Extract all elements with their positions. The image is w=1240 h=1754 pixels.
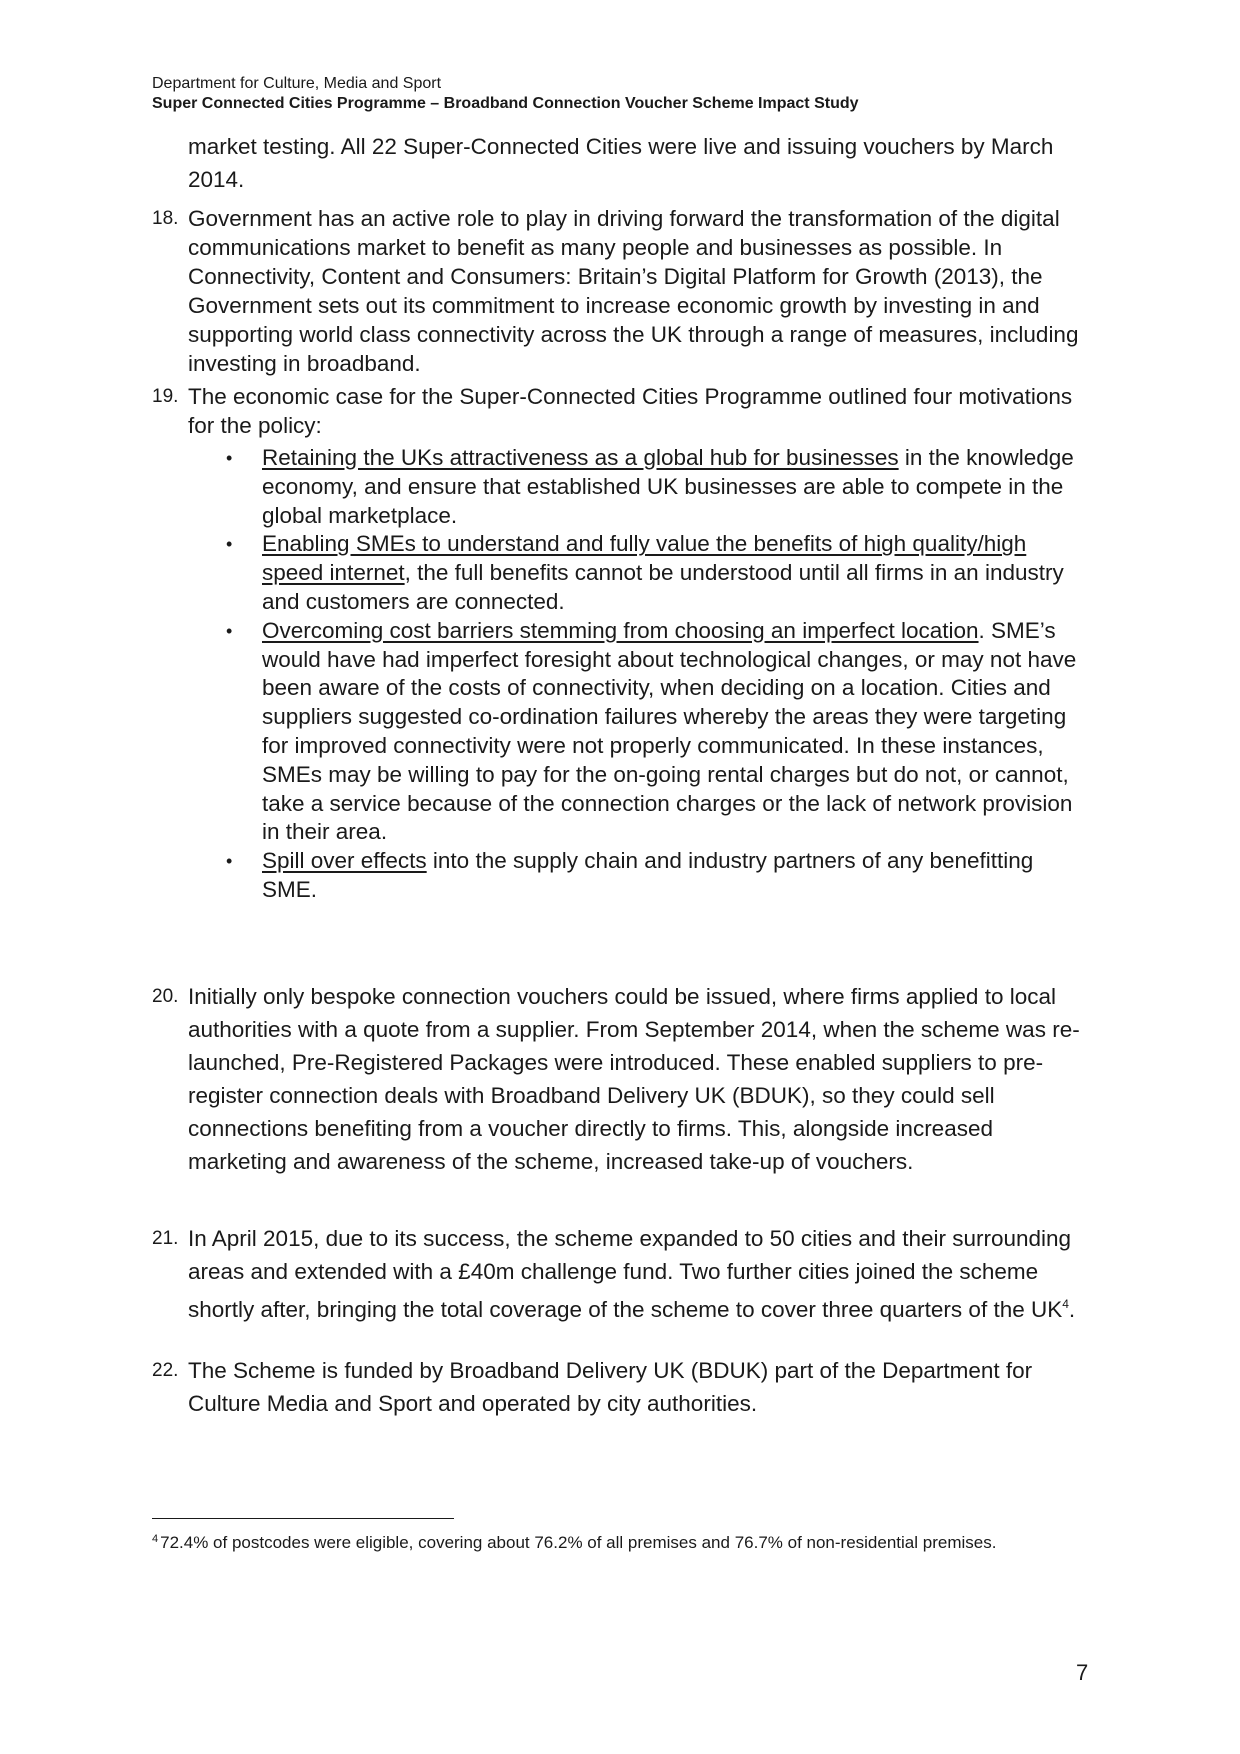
paragraph-20 [152, 980, 1092, 1178]
bullet-text: . SME’s would have had imperfect foresight about technological changes, or may not have been aware of the costs of connectivity, when deciding on a location. Cities and suppliers suggested co-ordination failures whereby the areas they were targeting for improved connectivity were not properly communicated. In these instances, SMEs may be willing to pay for the on-going rental charges but do not, or cannot, take a service because of the connection charges or the lack of network provision in their area. [262, 617, 1077, 845]
list-item [226, 847, 1092, 905]
footnote [152, 1528, 1092, 1554]
paragraph-text: The economic case for the Super-Connected Cities Programme outlined four motivations for the policy: [188, 384, 1073, 438]
header-organisation: Department for Culture, Media and Sport [152, 75, 442, 92]
bullet-underlined-text: Spill over effects [262, 848, 427, 874]
bullet-icon: • [226, 851, 233, 872]
paragraph-text-main: In April 2015, due to its success, the scheme expanded to 50 cities and their surrounding areas and extended with a £40m challenge fund. Two further cities joined the scheme shortly after, bringing the total coverage of the scheme to cover three quarters of the UK [188, 1226, 1072, 1322]
bullet-underlined-text: Overcoming cost barriers stemming from choosing an imperfect location [262, 617, 979, 643]
paragraph-number: 22. [152, 1360, 179, 1381]
paragraph-22 [152, 1354, 1092, 1420]
paragraph-18 [152, 204, 1092, 378]
paragraph-number: 21. [152, 1228, 179, 1249]
paragraph-number: 19. [152, 386, 179, 407]
bullet-icon: • [226, 534, 233, 555]
bullet-underlined-text: Enabling SMEs to understand and fully value the benefits of high quality/high speed internet [262, 531, 1027, 586]
paragraph-text-end: . [1068, 1297, 1076, 1322]
footnote-divider [152, 1518, 454, 1519]
bullet-underlined-text: Retaining the UKs attractiveness as a global hub for businesses [262, 445, 899, 470]
list-item [226, 444, 1092, 530]
bullet-text: into the supply chain and industry partners of any benefitting SME. [262, 848, 1034, 902]
footnote-number: 4 [152, 1533, 159, 1545]
footnote-reference: 4 [1062, 1297, 1069, 1311]
paragraph-number: 18. [152, 208, 179, 229]
header-title: Super Connected Cities Programme – Broadband Connection Voucher Scheme Impact Study [152, 95, 859, 112]
paragraph-text: The Scheme is funded by Broadband Delivery UK (BDUK) part of the Department for Culture Media and Sport and operated by city authorities. [188, 1358, 1033, 1416]
paragraph-text: Initially only bespoke connection vouchers could be issued, where firms applied to local authorities with a quote from a supplier. From September 2014, when the scheme was re-launched, Pre-Registered Packages were introduced. These enabled suppliers to pre-register connection deals with Broadband Delivery UK (BDUK), so they could sell connections benefiting from a voucher directly to firms. This, alongside increased marketing and awareness of the scheme, increased take-up of vouchers. [188, 984, 1080, 1174]
paragraph-number: 20. [152, 986, 179, 1007]
motivation-list [152, 444, 1092, 905]
paragraph-text: Government has an active role to play in driving forward the transformation of the digital communications market to benefit as many people and businesses as possible. In Connectivity, Content and Consumers: Britain’s Digital Platform for Growth (2013), the Government sets out its commitment to increase economic growth by investing in and supporting world class connectivity across the UK through a range of measures, including investing in broadband. [188, 206, 1079, 376]
page-header [152, 74, 859, 114]
list-item [226, 530, 1092, 616]
bullet-text: in the knowledge economy, and ensure that established UK businesses are able to compete in the global marketplace. [262, 445, 1074, 528]
paragraph-21 [152, 1222, 1092, 1326]
continuation-text: market testing. All 22 Super-Connected Cities were live and issuing vouchers by March 2014. [188, 134, 1054, 192]
paragraph-text [188, 1222, 1092, 1326]
footnote-text: 72.4% of postcodes were eligible, covering about 76.2% of all premises and 76.7% of non-residential premises. [160, 1533, 997, 1552]
bullet-icon: • [226, 448, 233, 468]
paragraph-19 [152, 382, 1092, 440]
bullet-icon: • [226, 620, 233, 641]
bullet-text: , the full benefits cannot be understood until all firms in an industry and customers are connected. [262, 560, 1064, 614]
page-number: 7 [1076, 1660, 1089, 1685]
list-item [226, 617, 1092, 847]
continuation-paragraph [152, 130, 1092, 196]
